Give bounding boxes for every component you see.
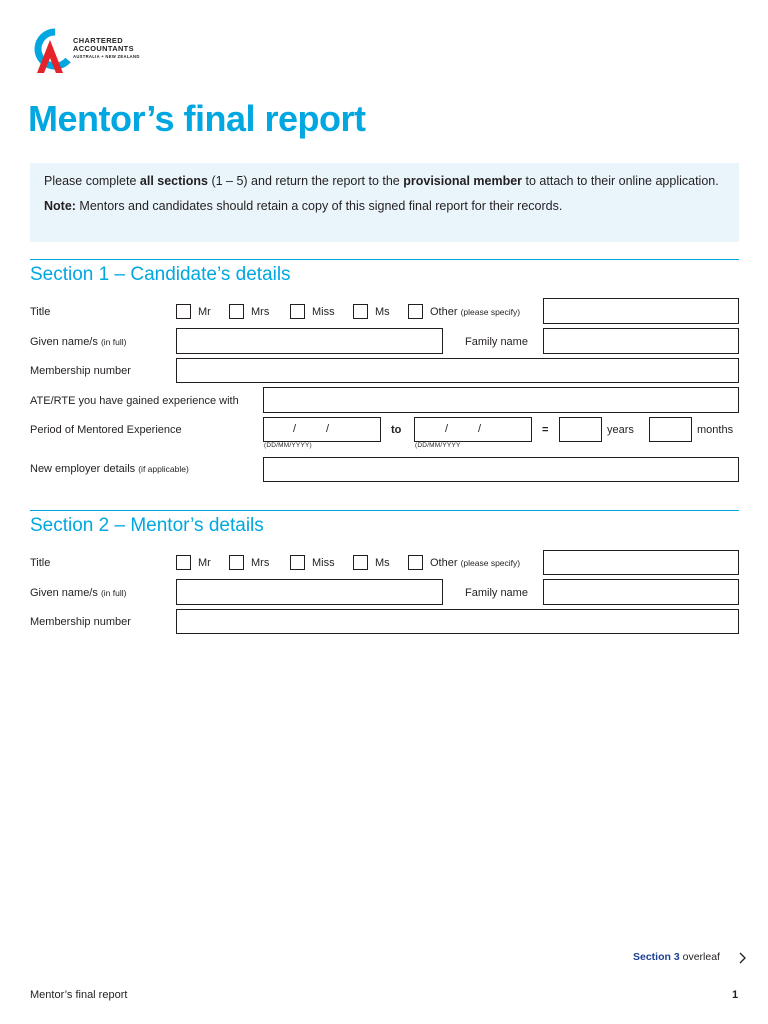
s1-start-slash-2: / [326, 423, 330, 435]
s2-family-label: Family name [465, 587, 528, 599]
section-2-rule [30, 510, 739, 511]
ca-logo [28, 26, 158, 76]
page-title: Mentor’s final report [28, 98, 366, 139]
s1-miss-label: Miss [312, 306, 335, 318]
s1-end-date-hint: (DD/MM/YYYY [415, 442, 461, 449]
s1-mrs-label: Mrs [251, 306, 270, 318]
s2-mr-label: Mr [198, 557, 211, 569]
s1-start-slash-1: / [293, 423, 297, 435]
s1-ms-checkbox[interactable] [353, 304, 368, 319]
section-1-title: Section 1 – Candidate’s details [30, 264, 291, 285]
s2-title-label: Title [30, 557, 51, 569]
footer-doc-title: Mentor’s final report [30, 989, 128, 1001]
logo-line-2: ACCOUNTANTS [73, 44, 134, 54]
s1-mr-checkbox[interactable] [176, 304, 191, 319]
s1-title-label: Title [30, 306, 51, 318]
s1-other-checkbox[interactable] [408, 304, 423, 319]
s1-equals-label: = [542, 424, 549, 436]
s1-other-specify-field[interactable] [543, 298, 739, 324]
intro-box [30, 163, 739, 242]
s2-membership-label: Membership number [30, 616, 131, 628]
s2-family-name-field[interactable] [543, 579, 739, 605]
s1-ms-label: Ms [375, 306, 390, 318]
s1-membership-label: Membership number [30, 365, 131, 377]
overleaf-text: overleaf [679, 951, 720, 963]
s2-mrs-label: Mrs [251, 557, 270, 569]
s1-start-date-field[interactable] [263, 417, 381, 442]
s1-family-name-field[interactable] [543, 328, 739, 354]
s1-given-name-field[interactable] [176, 328, 443, 354]
s2-miss-label: Miss [312, 557, 335, 569]
s1-months-label: months [697, 424, 734, 436]
s1-ate-label: ATE/RTE you have gained experience with [30, 395, 239, 407]
s1-employer-field[interactable] [263, 457, 739, 482]
s2-miss-checkbox[interactable] [290, 555, 305, 570]
s2-given-name-field[interactable] [176, 579, 443, 605]
s1-other-label: Other (please specify) [430, 306, 521, 318]
overleaf-section-label: Section 3 [633, 951, 680, 963]
s1-to-label: to [391, 424, 402, 436]
s1-miss-checkbox[interactable] [290, 304, 305, 319]
s2-given-label: Given name/s (in full) [30, 587, 127, 599]
section-3-overleaf-link[interactable] [633, 951, 720, 963]
s1-employer-label: New employer details (if applicable) [30, 463, 189, 475]
s1-membership-field[interactable] [176, 358, 739, 383]
s1-end-slash-1: / [445, 423, 449, 435]
logo-line-3: AUSTRALIA + NEW ZEALAND [73, 53, 140, 59]
s2-other-label: Other (please specify) [430, 557, 521, 569]
s1-ate-field[interactable] [263, 387, 739, 413]
s2-ms-checkbox[interactable] [353, 555, 368, 570]
ca-logo-icon [28, 26, 74, 76]
s1-given-label: Given name/s (in full) [30, 336, 127, 348]
s1-start-date-hint: (DD/MM/YYYY) [264, 442, 312, 449]
s1-mr-label: Mr [198, 306, 211, 318]
intro-note: Note: Mentors and candidates should retain a copy of this signed final report for their records. [44, 199, 563, 213]
logo-line-1: CHARTERED [73, 36, 123, 45]
s1-years-label: years [607, 424, 634, 436]
intro-text: Please complete all sections (1 – 5) and return the report to the provisional member to attach to their online application. [44, 174, 719, 188]
s1-family-label: Family name [465, 336, 528, 348]
s2-membership-field[interactable] [176, 609, 739, 634]
s2-mrs-checkbox[interactable] [229, 555, 244, 570]
s1-mrs-checkbox[interactable] [229, 304, 244, 319]
s2-ms-label: Ms [375, 557, 390, 569]
s2-other-checkbox[interactable] [408, 555, 423, 570]
section-1-rule [30, 259, 739, 260]
s2-mr-checkbox[interactable] [176, 555, 191, 570]
chevron-right-icon [736, 951, 750, 965]
s1-end-slash-2: / [478, 423, 482, 435]
footer-page-number: 1 [732, 989, 739, 1001]
s1-period-label: Period of Mentored Experience [30, 424, 182, 436]
s1-years-field[interactable] [559, 417, 602, 442]
s1-months-field[interactable] [649, 417, 692, 442]
s2-other-specify-field[interactable] [543, 550, 739, 575]
s1-end-date-field[interactable] [414, 417, 532, 442]
section-2-title: Section 2 – Mentor’s details [30, 515, 264, 536]
